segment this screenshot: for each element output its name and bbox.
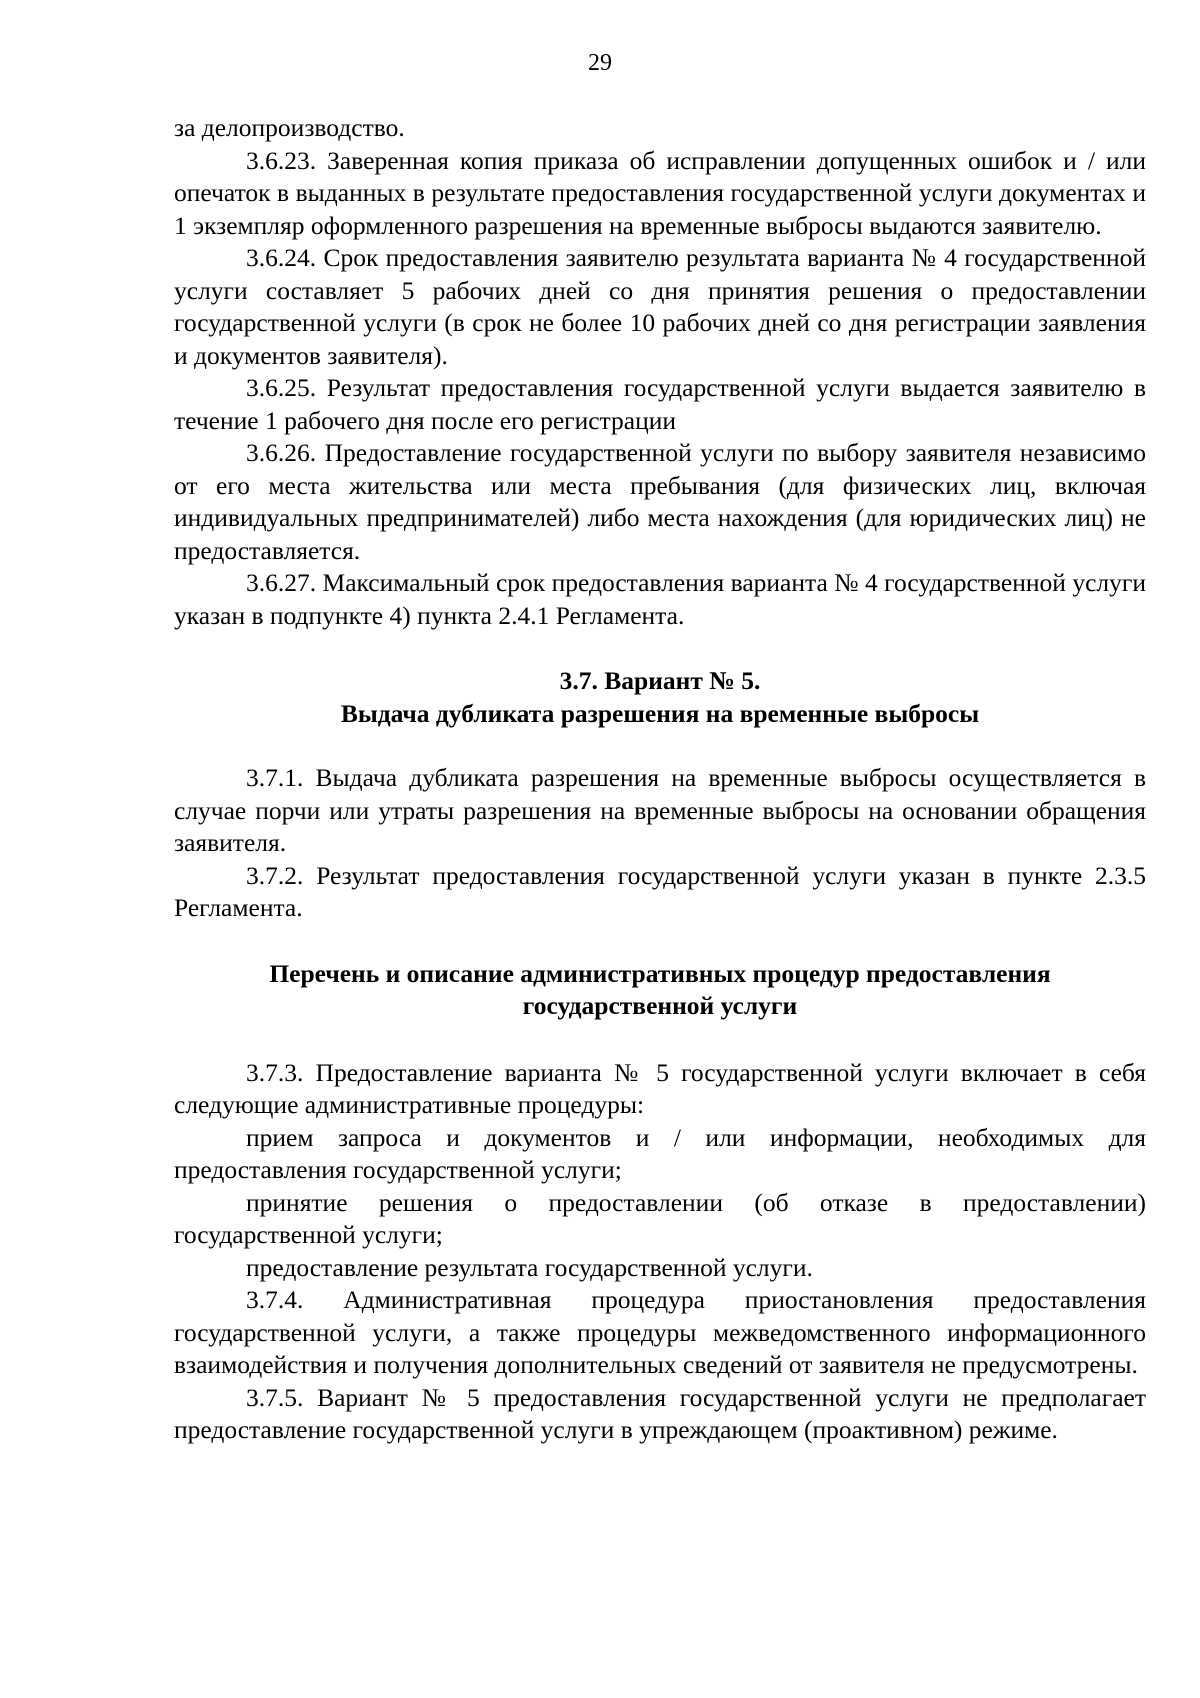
- procedure-item-request: прием запроса и документов и / или информации, необходимых для предоставления государственной услуги;: [174, 1122, 1146, 1184]
- paragraph-3-6-26: 3.6.26. Предоставление государственной услуги по выбору заявителя независимо от его места жительства или места пребывания (для физических лиц, включая индивидуальных предпринимателей) либо места нахождения (для юридических лиц) не предоставляется.: [174, 438, 1146, 565]
- section-3-7-title-line2: Выдача дубликата разрешения на временные выбросы: [340, 698, 980, 728]
- paragraph-3-7-3: 3.7.3. Предоставление варианта № 5 государственной услуги включает в себя следующие административные процедуры:: [174, 1057, 1146, 1119]
- procedures-title-line2: государственной услуги: [522, 991, 798, 1020]
- procedures-section-title: [174, 958, 1146, 1023]
- paragraph-3-7-5: 3.7.5. Вариант № 5 предоставления государственной услуги не предполагает предоставление государственной услуги в упреждающем (проактивном) режиме.: [174, 1382, 1146, 1444]
- procedure-item-decision: принятие решения о предоставлении (об отказе в предоставлении) государственной услуги;: [174, 1187, 1146, 1249]
- document-body: [174, 112, 1146, 1447]
- paragraph-3-6-27: 3.6.27. Максимальный срок предоставления варианта № 4 государственной услуги указан в подпункте 4) пункта 2.4.1 Регламента.: [174, 568, 1146, 630]
- paragraph-3-7-2: 3.7.2. Результат предоставления государственной услуги указан в пункте 2.3.5 Регламента.: [174, 860, 1146, 922]
- page-number: 29: [588, 50, 612, 76]
- paragraph-continuation: за делопроизводство.: [174, 113, 405, 142]
- paragraph-3-6-24: 3.6.24. Срок предоставления заявителю результата варианта № 4 государственной услуги составляет 5 рабочих дней со дня принятия решения о предоставлении государственной услуги (в срок не более 10 рабочих дней со дня регистрации заявления и документов заявителя).: [174, 243, 1146, 370]
- section-3-7-title-line1: 3.7. Вариант № 5.: [559, 666, 761, 695]
- procedure-item-result: предоставление результата государственной услуги.: [246, 1252, 813, 1282]
- paragraph-3-7-1: 3.7.1. Выдача дубликата разрешения на временные выбросы осуществляется в случае порчи или утраты разрешения на временные выбросы на основании обращения заявителя.: [174, 763, 1146, 857]
- paragraph-3-7-4: 3.7.4. Административная процедура приостановления предоставления государственной услуги, а также процедуры межведомственного информационного взаимодействия и получения дополнительных сведений от заявителя не предусмотрены.: [174, 1285, 1146, 1379]
- procedures-title-line1: Перечень и описание административных процедур предоставления: [269, 958, 1051, 988]
- paragraph-3-6-23: 3.6.23. Заверенная копия приказа об исправлении допущенных ошибок и / или опечаток в выданных в результате предоставления государственной услуги документах и 1 экземпляр оформленного разрешения на временные выбросы выдаются заявителю.: [174, 145, 1146, 240]
- section-3-7-title: [174, 665, 1146, 730]
- paragraph-3-6-25: 3.6.25. Результат предоставления государственной услуги выдается заявителю в течение 1 рабочего дня после его регистрации: [174, 373, 1146, 435]
